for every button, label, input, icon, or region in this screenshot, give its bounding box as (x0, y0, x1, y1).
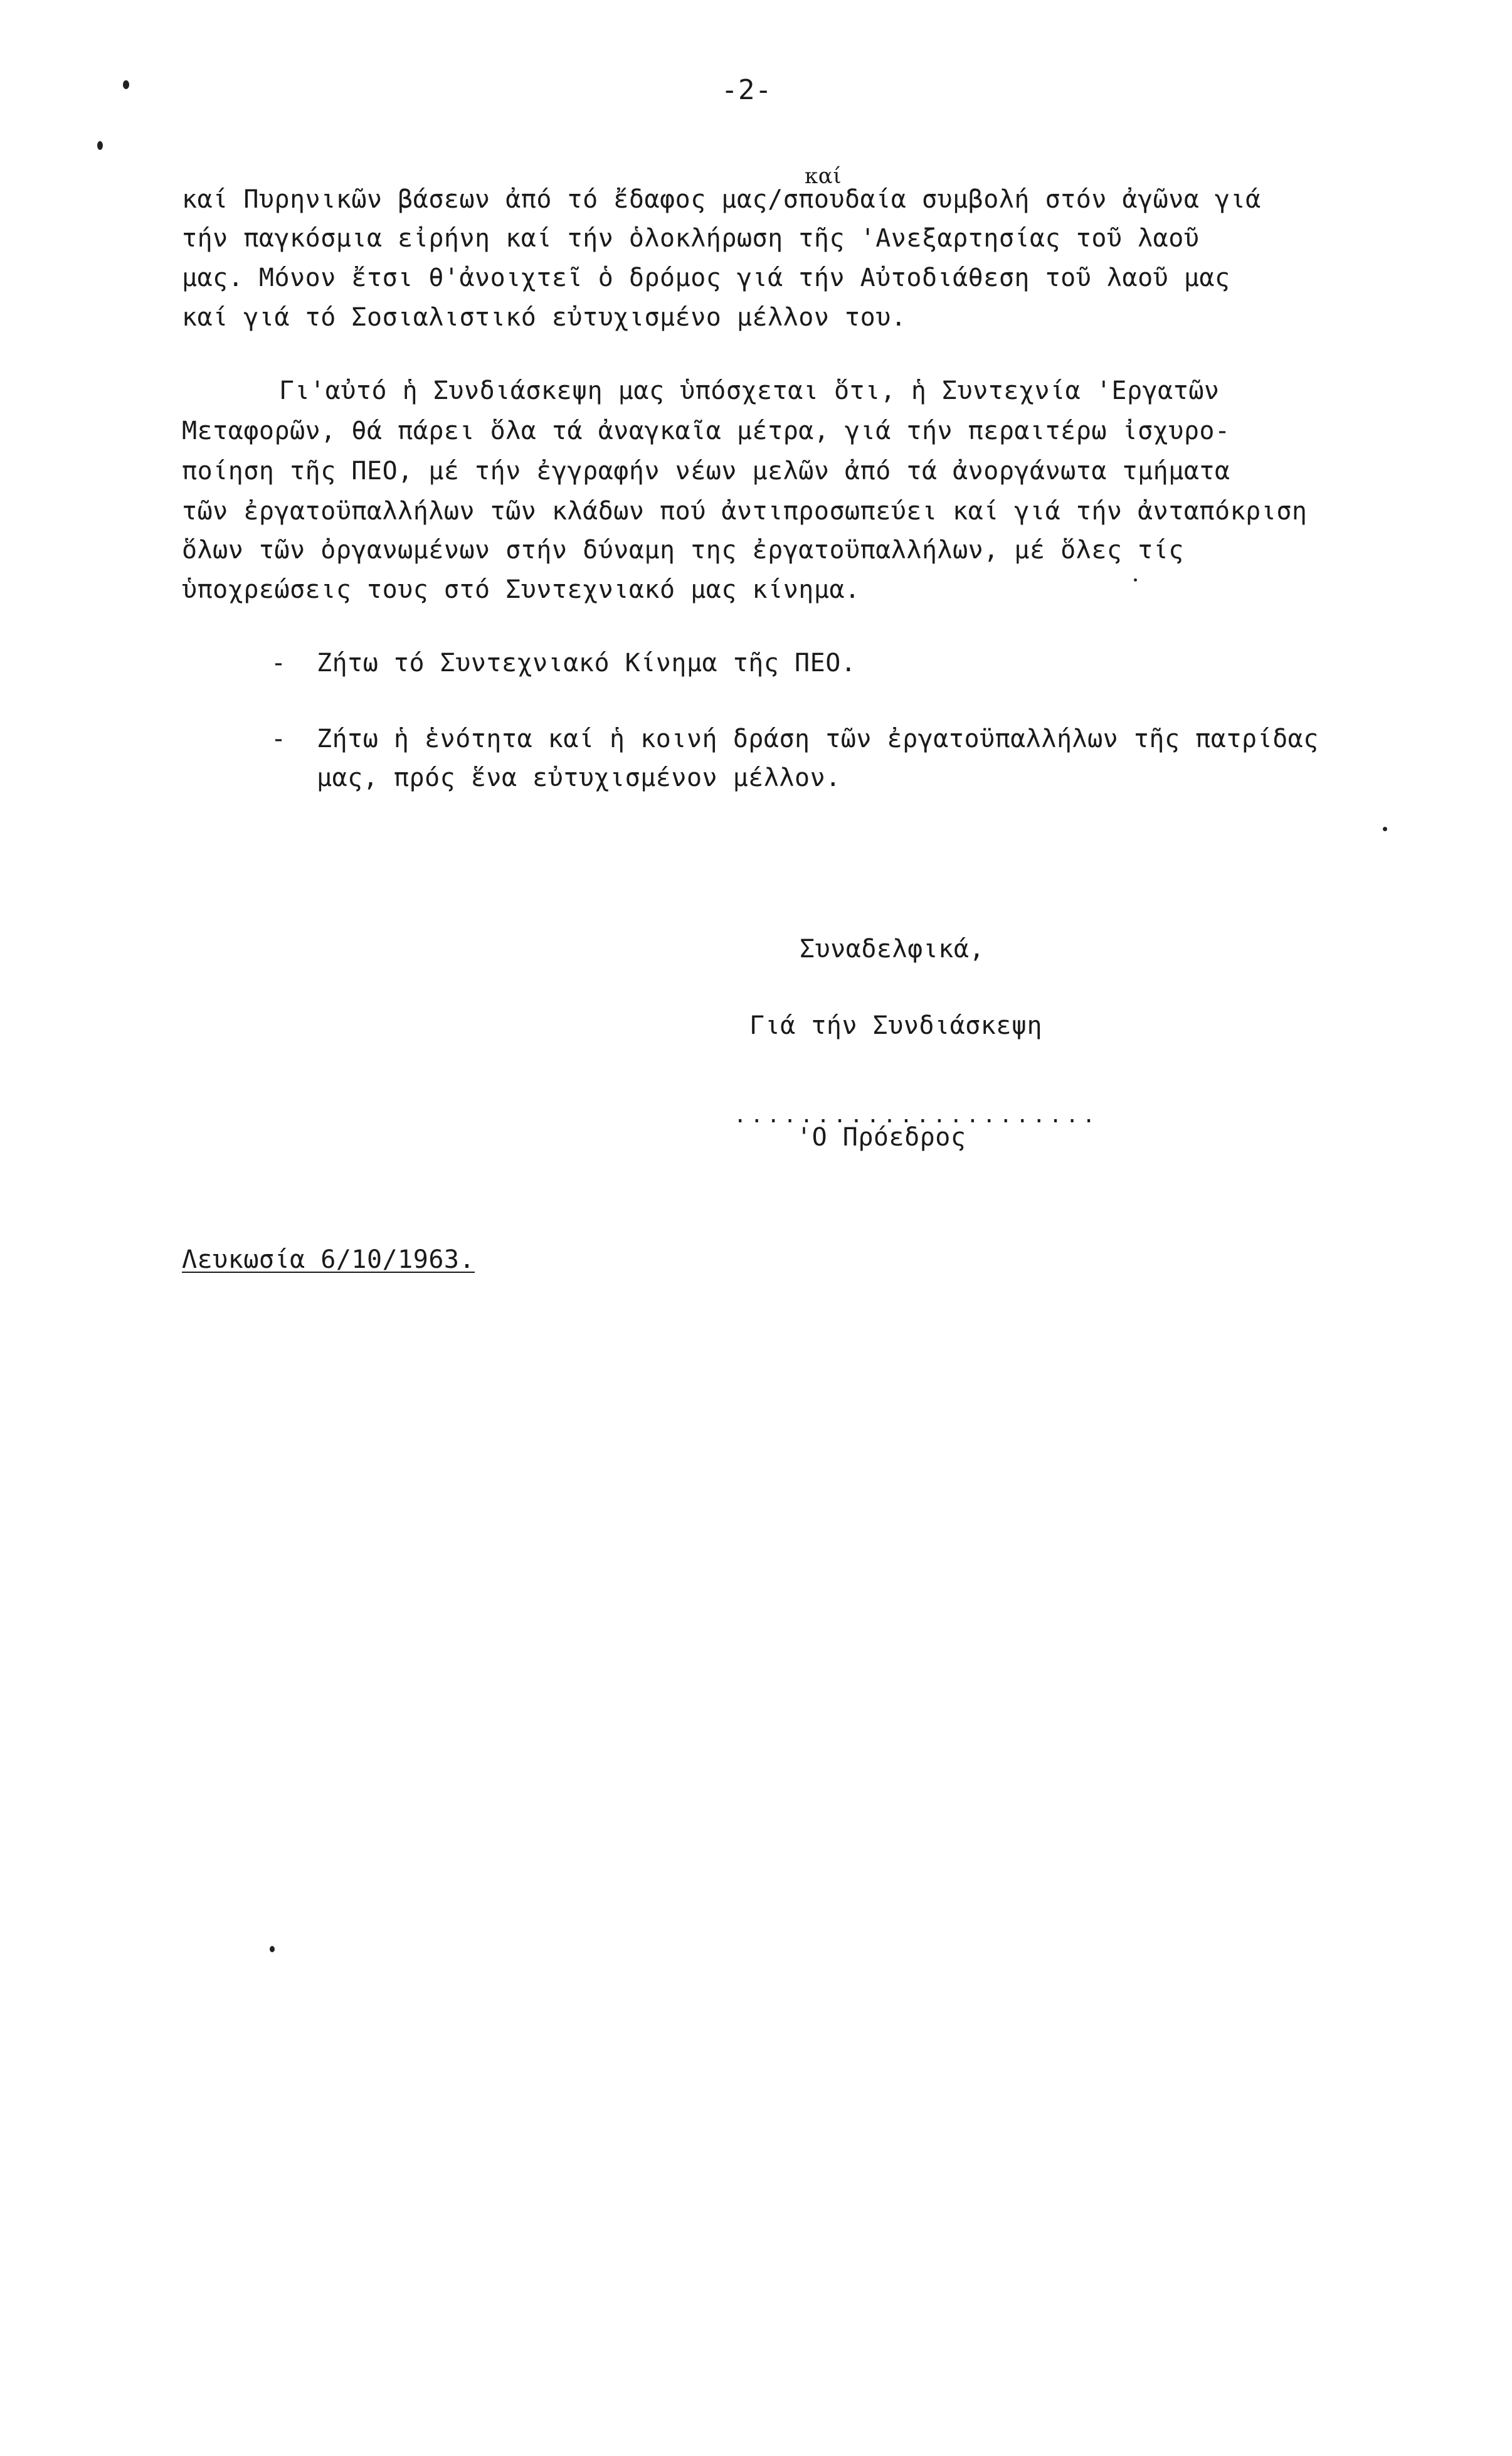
paragraph-1-line: καί Πυρηνικῶν βάσεων ἀπό τό ἔδαφος μας/σπουδαία συμβολή στόν ἀγῶνα γιά (182, 185, 1261, 214)
scan-speck (123, 80, 129, 89)
closing-salutation: Συναδελφικά, (800, 935, 985, 964)
paragraph-2-line: ποίηση τῆς ΠΕΟ, μέ τήν ἐγγραφήν νέων μελῶν ἀπό τά ἀνοργάνωτα τμήματα (182, 457, 1230, 486)
scan-speck (270, 1946, 275, 1952)
paragraph-2-line: ὅλων τῶν ὀργανωμένων στήν δύναμη της ἐργατοϋπαλλήλων, μέ ὅλες τίς (182, 536, 1184, 565)
page-number: -2- (721, 74, 772, 106)
paragraph-1-line: καί γιά τό Σοσιαλιστικό εὐτυχισμένο μέλλον του. (182, 303, 907, 332)
handwritten-insertion: καί (805, 164, 842, 189)
paragraph-2-line: Γι'αὐτό ἡ Συνδιάσκεψη μας ὑπόσχεται ὅτι, ἡ Συντεχνία 'Εργατῶν (279, 376, 1220, 405)
paragraph-2-line: Μεταφορῶν, θά πάρει ὅλα τά ἀναγκαῖα μέτρα, γιά τήν περαιτέρω ἰσχυρο- (182, 417, 1230, 445)
place-date: Λευκωσία 6/10/1963. (182, 1245, 475, 1274)
on-behalf-line: Γιά τήν Συνδιάσκεψη (749, 1011, 1043, 1040)
signature-dotted-line: ...................... (734, 1103, 1099, 1128)
slogan-dash: - (271, 649, 287, 678)
paragraph-1-line: τήν παγκόσμια εἰρήνη καί τήν ὁλοκλήρωση τῆς 'Ανεξαρτησίας τοῦ λαοῦ (182, 224, 1200, 253)
slogan-line: Ζήτω τό Συντεχνιακό Κίνημα τῆς ΠΕΟ. (317, 649, 857, 678)
scan-speck (97, 141, 103, 150)
paragraph-2-line: τῶν ἐργατοϋπαλλήλων τῶν κλάδων πού ἀντιπροσωπεύει καί γιά τήν ἀνταπόκριση (182, 497, 1308, 526)
slogan-line: Ζήτω ἡ ἑνότητα καί ἡ κοινή δράση τῶν ἐργατοϋπαλλήλων τῆς πατρίδας (317, 725, 1319, 753)
paragraph-2-line: ὑποχρεώσεις τους στό Συντεχνιακό μας κίνημα. (182, 575, 860, 604)
scan-speck (1383, 827, 1387, 831)
signatory-title: 'Ο Πρόεδρος (796, 1123, 966, 1152)
slogan-dash: - (271, 725, 287, 753)
scan-speck (1134, 578, 1137, 582)
paragraph-1-line: μας. Μόνον ἔτσι θ'ἀνοιχτεῖ ὁ δρόμος γιά τήν Αὐτοδιάθεση τοῦ λαοῦ μας (182, 263, 1230, 292)
slogan-line: μας, πρός ἕνα εὐτυχισμένον μέλλον. (317, 763, 841, 792)
